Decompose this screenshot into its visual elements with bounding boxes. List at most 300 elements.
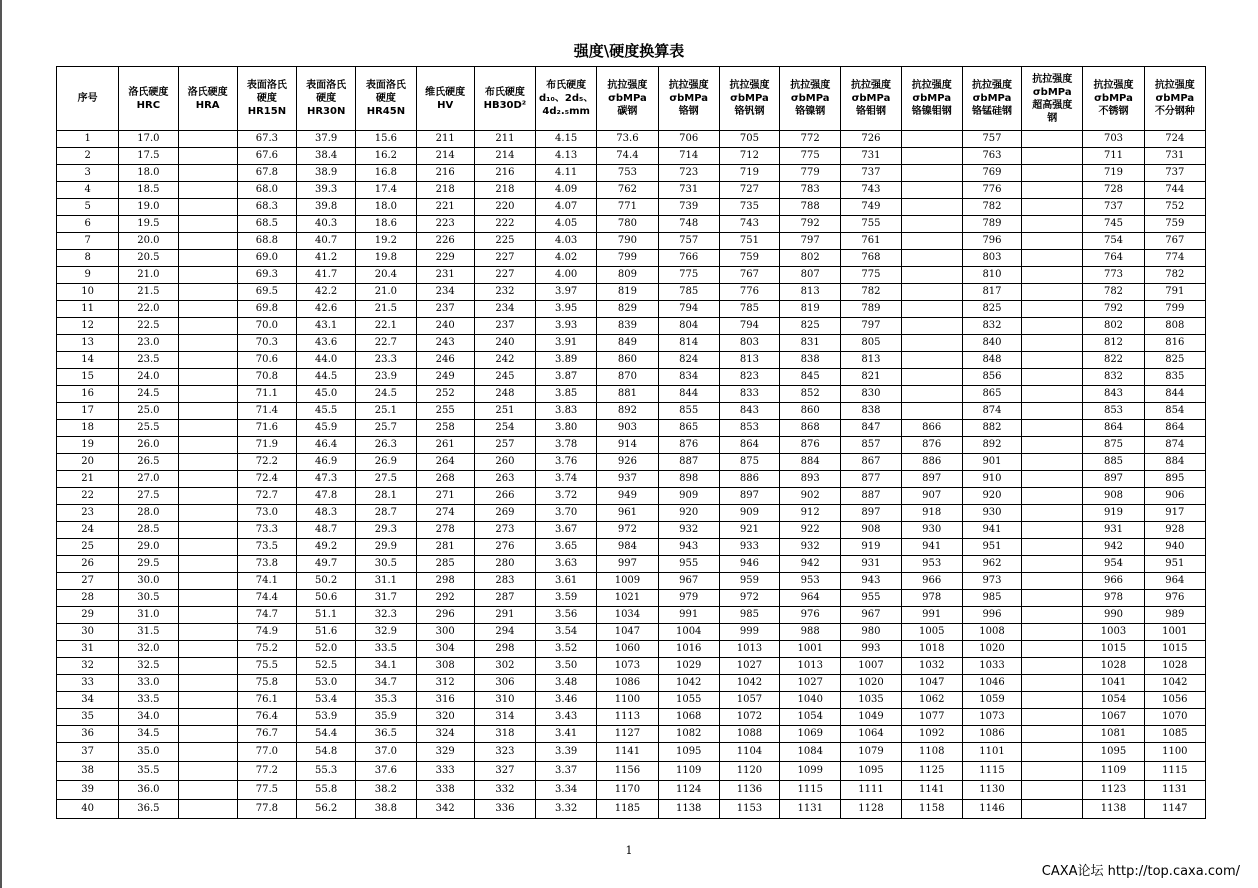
table-cell: 264 xyxy=(416,454,474,471)
table-cell: 26.5 xyxy=(119,454,178,471)
table-cell: 962 xyxy=(962,556,1021,573)
table-row xyxy=(57,641,1206,658)
table-cell: 823 xyxy=(719,369,779,386)
table-cell: 1042 xyxy=(719,675,779,692)
table-cell: 38.2 xyxy=(356,781,416,800)
table-cell xyxy=(1022,233,1083,250)
table-row xyxy=(57,692,1206,709)
table-cell: 1170 xyxy=(597,781,658,800)
table-cell: 33 xyxy=(57,675,119,692)
table-cell: 943 xyxy=(658,539,719,556)
table-cell: 847 xyxy=(841,420,901,437)
table-cell: 258 xyxy=(416,420,474,437)
table-cell: 723 xyxy=(658,165,719,182)
table-cell: 864 xyxy=(1144,420,1205,437)
table-cell: 3.43 xyxy=(536,709,597,726)
table-cell xyxy=(178,641,237,658)
table-cell: 246 xyxy=(416,352,474,369)
table-cell: 1073 xyxy=(962,709,1021,726)
table-cell: 848 xyxy=(962,352,1021,369)
table-cell: 864 xyxy=(1083,420,1144,437)
table-cell: 222 xyxy=(474,216,535,233)
table-cell: 22 xyxy=(57,488,119,505)
table-cell: 838 xyxy=(841,403,901,420)
table-cell xyxy=(178,471,237,488)
table-cell: 790 xyxy=(597,233,658,250)
table-cell: 1123 xyxy=(1083,781,1144,800)
page-left-border xyxy=(0,0,2,888)
table-cell: 75.5 xyxy=(237,658,296,675)
table-row xyxy=(57,148,1206,165)
table-cell: 1068 xyxy=(658,709,719,726)
table-cell: 980 xyxy=(841,624,901,641)
table-cell xyxy=(178,488,237,505)
table-cell xyxy=(178,573,237,590)
table-cell xyxy=(1022,692,1083,709)
table-cell: 74.7 xyxy=(237,607,296,624)
table-cell: 1113 xyxy=(597,709,658,726)
table-row xyxy=(57,505,1206,522)
table-cell: 38.4 xyxy=(297,148,356,165)
table-cell: 714 xyxy=(658,148,719,165)
table-cell xyxy=(178,726,237,743)
table-cell: 306 xyxy=(474,675,535,692)
table-row xyxy=(57,131,1206,148)
table-cell xyxy=(901,267,962,284)
table-cell: 3.74 xyxy=(536,471,597,488)
table-cell: 897 xyxy=(1083,471,1144,488)
table-cell xyxy=(1022,420,1083,437)
table-cell: 876 xyxy=(901,437,962,454)
table-cell: 1059 xyxy=(962,692,1021,709)
table-cell: 782 xyxy=(1083,284,1144,301)
column-header: 抗拉强度 σbMPa 铬钒钢 xyxy=(719,67,779,131)
table-cell: 955 xyxy=(658,556,719,573)
table-cell: 283 xyxy=(474,573,535,590)
table-cell: 906 xyxy=(1144,488,1205,505)
table-cell: 13 xyxy=(57,335,119,352)
table-cell: 843 xyxy=(1083,386,1144,403)
table-cell: 55.8 xyxy=(297,781,356,800)
table-row xyxy=(57,488,1206,505)
table-cell: 860 xyxy=(780,403,841,420)
table-cell: 1020 xyxy=(841,675,901,692)
table-cell: 336 xyxy=(474,800,535,819)
table-cell: 227 xyxy=(474,250,535,267)
table-cell xyxy=(1022,726,1083,743)
table-cell: 232 xyxy=(474,284,535,301)
table-cell: 3.63 xyxy=(536,556,597,573)
table-cell: 3.70 xyxy=(536,505,597,522)
table-cell xyxy=(178,692,237,709)
table-cell: 912 xyxy=(780,505,841,522)
table-cell: 31.1 xyxy=(356,573,416,590)
table-cell: 274 xyxy=(416,505,474,522)
table-cell xyxy=(1022,522,1083,539)
table-cell: 36.5 xyxy=(356,726,416,743)
table-cell: 739 xyxy=(658,199,719,216)
table-cell: 46.9 xyxy=(297,454,356,471)
table-cell: 706 xyxy=(658,131,719,148)
table-cell: 819 xyxy=(597,284,658,301)
table-cell xyxy=(178,454,237,471)
table-cell: 1079 xyxy=(841,743,901,762)
table-cell: 271 xyxy=(416,488,474,505)
table-cell: 1086 xyxy=(597,675,658,692)
table-cell: 40.7 xyxy=(297,233,356,250)
table-cell: 1056 xyxy=(1144,692,1205,709)
table-cell xyxy=(178,522,237,539)
table-row xyxy=(57,216,1206,233)
column-header: 表面洛氏 硬度 HR45N xyxy=(356,67,416,131)
table-cell: 840 xyxy=(962,335,1021,352)
table-cell: 68.0 xyxy=(237,182,296,199)
table-cell: 864 xyxy=(719,437,779,454)
table-cell: 3.32 xyxy=(536,800,597,819)
table-cell: 3.56 xyxy=(536,607,597,624)
table-cell: 214 xyxy=(416,148,474,165)
table-cell: 988 xyxy=(780,624,841,641)
table-cell xyxy=(178,335,237,352)
table-cell: 814 xyxy=(658,335,719,352)
table-cell xyxy=(1022,352,1083,369)
table-cell: 24.5 xyxy=(119,386,178,403)
table-row xyxy=(57,743,1206,762)
table-cell: 919 xyxy=(1083,505,1144,522)
table-cell: 1136 xyxy=(719,781,779,800)
table-cell: 21.0 xyxy=(119,267,178,284)
table-cell: 991 xyxy=(901,607,962,624)
table-cell xyxy=(178,539,237,556)
table-cell: 967 xyxy=(658,573,719,590)
table-cell xyxy=(1022,386,1083,403)
table-cell: 1146 xyxy=(962,800,1021,819)
column-header: 维氏硬度 HV xyxy=(416,67,474,131)
table-cell: 887 xyxy=(658,454,719,471)
table-cell: 967 xyxy=(841,607,901,624)
table-cell: 794 xyxy=(719,318,779,335)
table-cell: 327 xyxy=(474,762,535,781)
table-cell: 4.11 xyxy=(536,165,597,182)
table-cell: 785 xyxy=(658,284,719,301)
table-cell: 285 xyxy=(416,556,474,573)
table-cell: 920 xyxy=(658,505,719,522)
table-cell: 12 xyxy=(57,318,119,335)
table-cell: 1001 xyxy=(1144,624,1205,641)
table-cell: 45.0 xyxy=(297,386,356,403)
table-cell: 248 xyxy=(474,386,535,403)
table-cell: 909 xyxy=(658,488,719,505)
table-cell: 897 xyxy=(841,505,901,522)
table-cell: 854 xyxy=(1144,403,1205,420)
table-cell: 73.0 xyxy=(237,505,296,522)
table-cell: 3.87 xyxy=(536,369,597,386)
table-cell: 237 xyxy=(474,318,535,335)
table-cell: 6 xyxy=(57,216,119,233)
table-cell: 20.4 xyxy=(356,267,416,284)
table-cell: 25.7 xyxy=(356,420,416,437)
table-cell: 785 xyxy=(719,301,779,318)
table-cell: 226 xyxy=(416,233,474,250)
table-cell: 1156 xyxy=(597,762,658,781)
table-cell: 4.13 xyxy=(536,148,597,165)
table-cell: 28.1 xyxy=(356,488,416,505)
table-cell: 808 xyxy=(1144,318,1205,335)
table-cell: 19.8 xyxy=(356,250,416,267)
table-cell: 320 xyxy=(416,709,474,726)
table-cell: 77.5 xyxy=(237,781,296,800)
table-cell: 1109 xyxy=(658,762,719,781)
table-cell: 211 xyxy=(416,131,474,148)
table-cell xyxy=(178,284,237,301)
table-cell: 68.8 xyxy=(237,233,296,250)
table-cell: 27.0 xyxy=(119,471,178,488)
table-cell: 920 xyxy=(962,488,1021,505)
table-cell: 33.5 xyxy=(356,641,416,658)
table-cell: 807 xyxy=(780,267,841,284)
table-cell: 978 xyxy=(1083,590,1144,607)
table-row xyxy=(57,386,1206,403)
table-cell: 318 xyxy=(474,726,535,743)
column-header: 洛氏硬度 HRC xyxy=(119,67,178,131)
table-cell: 40 xyxy=(57,800,119,819)
table-cell: 304 xyxy=(416,641,474,658)
table-cell: 3.61 xyxy=(536,573,597,590)
table-cell: 314 xyxy=(474,709,535,726)
table-cell: 1131 xyxy=(780,800,841,819)
table-cell: 1035 xyxy=(841,692,901,709)
table-cell: 23 xyxy=(57,505,119,522)
table-cell: 941 xyxy=(962,522,1021,539)
table-cell: 24.0 xyxy=(119,369,178,386)
table-cell: 752 xyxy=(1144,199,1205,216)
table-cell xyxy=(1022,148,1083,165)
table-cell: 69.5 xyxy=(237,284,296,301)
table-cell: 822 xyxy=(1083,352,1144,369)
table-cell: 4.07 xyxy=(536,199,597,216)
table-cell: 26.9 xyxy=(356,454,416,471)
table-cell xyxy=(178,182,237,199)
table-cell: 874 xyxy=(1144,437,1205,454)
table-cell: 28.7 xyxy=(356,505,416,522)
table-cell: 53.0 xyxy=(297,675,356,692)
table-cell: 324 xyxy=(416,726,474,743)
column-header: 洛氏硬度 HRA xyxy=(178,67,237,131)
table-cell: 73.3 xyxy=(237,522,296,539)
table-cell: 868 xyxy=(780,420,841,437)
table-cell: 72.7 xyxy=(237,488,296,505)
table-cell: 1095 xyxy=(841,762,901,781)
table-cell xyxy=(901,148,962,165)
table-cell: 33.5 xyxy=(119,692,178,709)
table-cell: 20.5 xyxy=(119,250,178,267)
table-cell xyxy=(178,318,237,335)
table-cell: 978 xyxy=(901,590,962,607)
table-cell: 68.5 xyxy=(237,216,296,233)
table-cell: 825 xyxy=(1144,352,1205,369)
table-cell: 281 xyxy=(416,539,474,556)
table-cell xyxy=(1022,369,1083,386)
table-cell: 802 xyxy=(1083,318,1144,335)
table-cell: 1064 xyxy=(841,726,901,743)
table-cell xyxy=(1022,182,1083,199)
table-cell: 291 xyxy=(474,607,535,624)
table-cell: 984 xyxy=(597,539,658,556)
table-cell: 54.4 xyxy=(297,726,356,743)
table-cell: 15.6 xyxy=(356,131,416,148)
table-cell: 225 xyxy=(474,233,535,250)
table-cell xyxy=(901,165,962,182)
table-cell: 802 xyxy=(780,250,841,267)
table-cell xyxy=(178,386,237,403)
table-row xyxy=(57,403,1206,420)
table-cell: 1124 xyxy=(658,781,719,800)
table-cell: 1095 xyxy=(658,743,719,762)
table-cell: 885 xyxy=(1083,454,1144,471)
table-cell: 1088 xyxy=(719,726,779,743)
table-cell: 724 xyxy=(1144,131,1205,148)
column-header: 抗拉强度 σbMPa 铬钢 xyxy=(658,67,719,131)
table-cell: 261 xyxy=(416,437,474,454)
table-cell: 928 xyxy=(1144,522,1205,539)
table-cell xyxy=(1022,267,1083,284)
table-cell: 1111 xyxy=(841,781,901,800)
table-cell xyxy=(901,386,962,403)
table-cell: 276 xyxy=(474,539,535,556)
table-cell: 50.2 xyxy=(297,573,356,590)
table-cell: 792 xyxy=(780,216,841,233)
table-row xyxy=(57,709,1206,726)
table-cell: 1049 xyxy=(841,709,901,726)
table-cell: 1060 xyxy=(597,641,658,658)
table-cell: 1084 xyxy=(780,743,841,762)
table-cell: 73.6 xyxy=(597,131,658,148)
table-cell: 1 xyxy=(57,131,119,148)
table-cell: 1138 xyxy=(658,800,719,819)
table-cell: 30 xyxy=(57,624,119,641)
table-cell: 898 xyxy=(658,471,719,488)
table-cell: 34.7 xyxy=(356,675,416,692)
table-cell xyxy=(178,762,237,781)
table-cell: 45.9 xyxy=(297,420,356,437)
table-cell: 4.05 xyxy=(536,216,597,233)
table-cell: 67.3 xyxy=(237,131,296,148)
column-header: 布氏硬度 HB30D² xyxy=(474,67,535,131)
table-cell: 268 xyxy=(416,471,474,488)
table-cell: 882 xyxy=(962,420,1021,437)
table-cell: 47.3 xyxy=(297,471,356,488)
table-cell: 28.5 xyxy=(119,522,178,539)
table-cell: 763 xyxy=(962,148,1021,165)
table-cell xyxy=(178,148,237,165)
table-cell: 876 xyxy=(780,437,841,454)
table-cell: 3.89 xyxy=(536,352,597,369)
table-cell: 266 xyxy=(474,488,535,505)
table-cell: 922 xyxy=(780,522,841,539)
table-cell: 29.9 xyxy=(356,539,416,556)
table-cell: 1013 xyxy=(780,658,841,675)
table-cell: 946 xyxy=(719,556,779,573)
table-cell: 67.8 xyxy=(237,165,296,182)
table-cell xyxy=(1022,318,1083,335)
table-row xyxy=(57,762,1206,781)
page-number: 1 xyxy=(625,844,633,857)
table-cell: 16 xyxy=(57,386,119,403)
table-cell: 930 xyxy=(901,522,962,539)
table-cell xyxy=(901,369,962,386)
table-cell xyxy=(1022,505,1083,522)
table-cell: 39.3 xyxy=(297,182,356,199)
table-cell: 216 xyxy=(474,165,535,182)
table-cell: 954 xyxy=(1083,556,1144,573)
table-cell: 918 xyxy=(901,505,962,522)
table-cell: 1047 xyxy=(597,624,658,641)
table-cell xyxy=(1022,165,1083,182)
table-cell: 764 xyxy=(1083,250,1144,267)
table-cell: 4.03 xyxy=(536,233,597,250)
table-cell xyxy=(178,743,237,762)
table-cell xyxy=(1022,250,1083,267)
table-cell: 240 xyxy=(416,318,474,335)
table-cell: 18.5 xyxy=(119,182,178,199)
table-cell xyxy=(178,199,237,216)
table-cell: 797 xyxy=(780,233,841,250)
table-cell: 3.91 xyxy=(536,335,597,352)
table-cell: 25.5 xyxy=(119,420,178,437)
table-cell: 34.5 xyxy=(119,726,178,743)
table-cell: 323 xyxy=(474,743,535,762)
table-cell: 39.8 xyxy=(297,199,356,216)
table-cell: 24 xyxy=(57,522,119,539)
table-cell: 1101 xyxy=(962,743,1021,762)
table-cell: 1104 xyxy=(719,743,779,762)
table-cell: 3.34 xyxy=(536,781,597,800)
table-cell: 1057 xyxy=(719,692,779,709)
table-cell: 753 xyxy=(597,165,658,182)
table-cell: 1082 xyxy=(658,726,719,743)
table-cell: 731 xyxy=(658,182,719,199)
table-cell: 1158 xyxy=(901,800,962,819)
table-cell: 338 xyxy=(416,781,474,800)
table-cell: 252 xyxy=(416,386,474,403)
table-cell: 71.4 xyxy=(237,403,296,420)
table-cell: 892 xyxy=(597,403,658,420)
table-cell: 1099 xyxy=(780,762,841,781)
table-cell: 931 xyxy=(841,556,901,573)
table-cell: 870 xyxy=(597,369,658,386)
table-cell: 825 xyxy=(962,301,1021,318)
table-cell: 44.5 xyxy=(297,369,356,386)
table-cell: 1054 xyxy=(780,709,841,726)
table-cell: 221 xyxy=(416,199,474,216)
table-cell: 20.0 xyxy=(119,233,178,250)
table-cell: 1115 xyxy=(1144,762,1205,781)
table-cell: 824 xyxy=(658,352,719,369)
column-header: 抗拉强度 σbMPa 铬锰硅钢 xyxy=(962,67,1021,131)
table-cell: 901 xyxy=(962,454,1021,471)
table-cell: 838 xyxy=(780,352,841,369)
table-cell: 19.0 xyxy=(119,199,178,216)
table-cell: 759 xyxy=(1144,216,1205,233)
table-cell: 979 xyxy=(658,590,719,607)
table-cell: 853 xyxy=(1083,403,1144,420)
table-cell: 809 xyxy=(597,267,658,284)
table-cell: 866 xyxy=(901,420,962,437)
table-cell: 813 xyxy=(719,352,779,369)
table-cell xyxy=(1022,556,1083,573)
table-cell: 22.0 xyxy=(119,301,178,318)
table-cell: 223 xyxy=(416,216,474,233)
